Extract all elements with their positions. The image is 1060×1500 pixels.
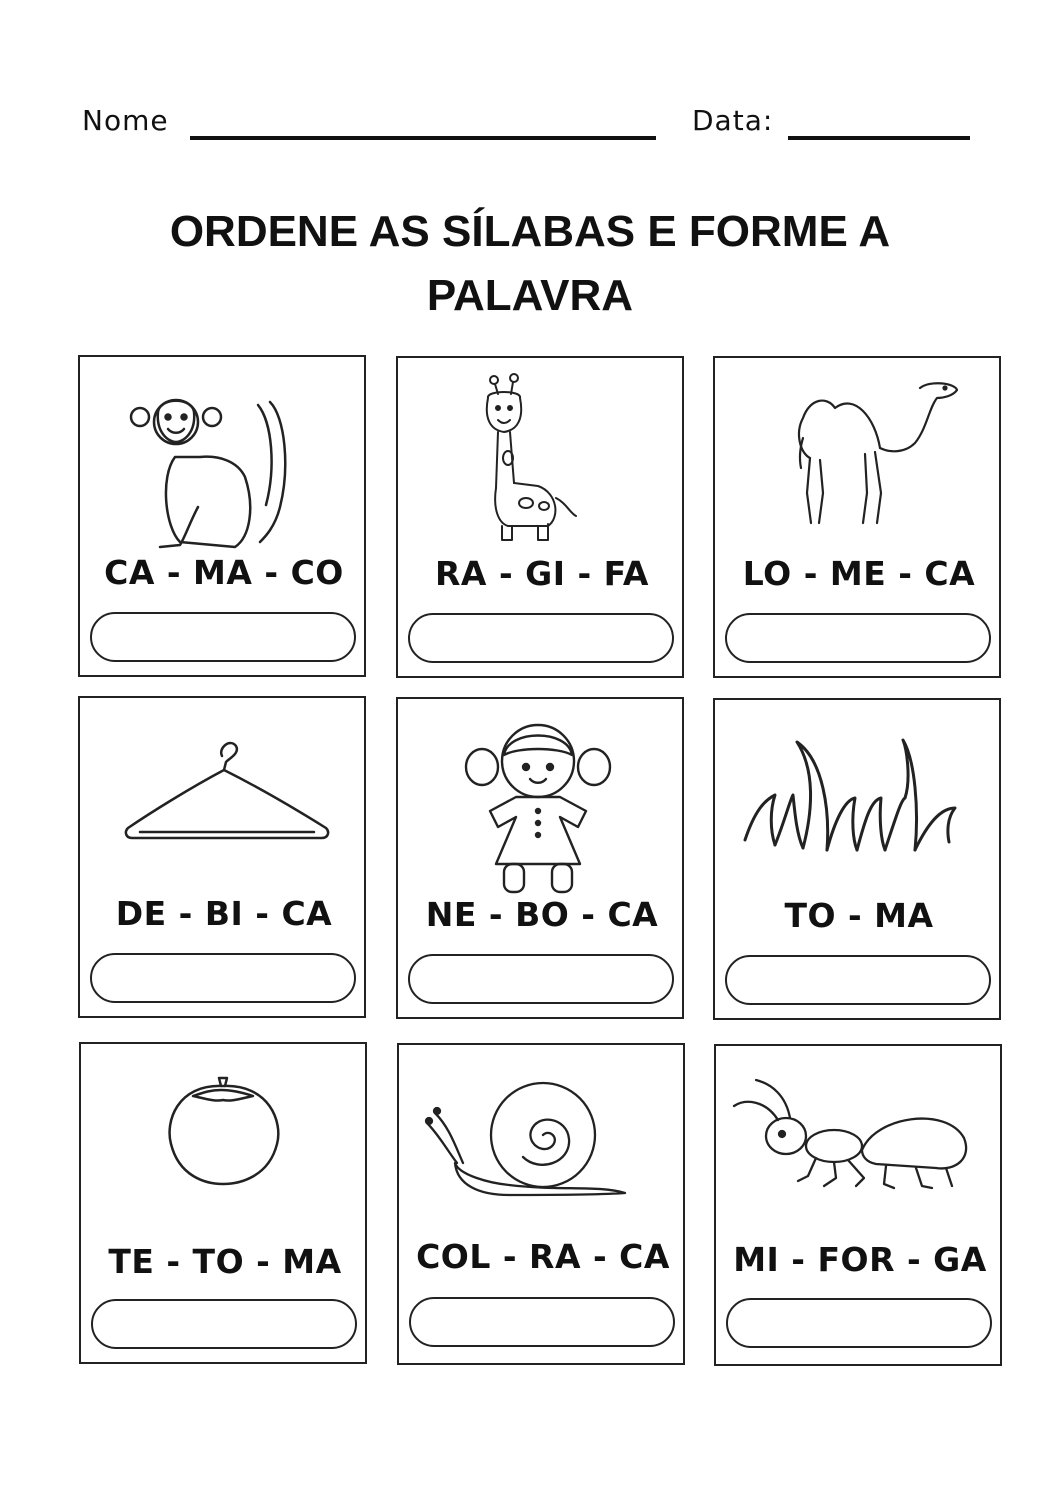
syllables-4: DE - BI - CA	[115, 894, 333, 933]
date-label: Data:	[692, 104, 774, 137]
doll-icon	[398, 699, 686, 899]
title-line-1: ORDENE AS SÍLABAS E FORME A	[169, 207, 891, 256]
answer-box-2[interactable]	[408, 613, 674, 663]
card-grass	[713, 698, 1001, 1020]
title-line-2: PALAVRA	[426, 271, 634, 320]
snail-icon	[399, 1045, 687, 1245]
card-ant	[714, 1044, 1002, 1366]
card-giraffe	[396, 356, 684, 678]
page-title	[0, 200, 1060, 328]
answer-box-3[interactable]	[725, 613, 991, 663]
card-camel	[713, 356, 1001, 678]
answer-box-6[interactable]	[725, 955, 991, 1005]
answer-box-1[interactable]	[90, 612, 356, 662]
card-tomato	[79, 1042, 367, 1364]
answer-box-8[interactable]	[409, 1297, 675, 1347]
syllables-1: CA - MA - CO	[104, 553, 344, 592]
syllables-7: TE - TO - MA	[108, 1242, 342, 1281]
giraffe-icon	[398, 358, 686, 558]
monkey-icon	[80, 357, 368, 557]
syllables-3: LO - ME - CA	[742, 554, 976, 593]
answer-box-5[interactable]	[408, 954, 674, 1004]
answer-box-7[interactable]	[91, 1299, 357, 1349]
grass-icon	[715, 700, 1003, 900]
answer-box-4[interactable]	[90, 953, 356, 1003]
card-doll	[396, 697, 684, 1019]
syllables-6: TO - MA	[784, 896, 934, 935]
date-line[interactable]	[788, 136, 970, 140]
name-label: Nome	[82, 104, 169, 137]
syllables-2: RA - GI - FA	[435, 554, 649, 593]
camel-icon	[715, 358, 1003, 558]
card-hanger	[78, 696, 366, 1018]
syllables-9: MI - FOR - GA	[733, 1240, 987, 1279]
card-monkey	[78, 355, 366, 677]
card-snail	[397, 1043, 685, 1365]
hanger-icon	[80, 698, 368, 898]
ant-icon	[716, 1046, 1004, 1246]
syllables-5: NE - BO - CA	[425, 895, 659, 934]
syllables-8: COL - RA - CA	[416, 1237, 670, 1276]
tomato-icon	[81, 1044, 369, 1244]
name-line[interactable]	[190, 136, 656, 140]
answer-box-9[interactable]	[726, 1298, 992, 1348]
